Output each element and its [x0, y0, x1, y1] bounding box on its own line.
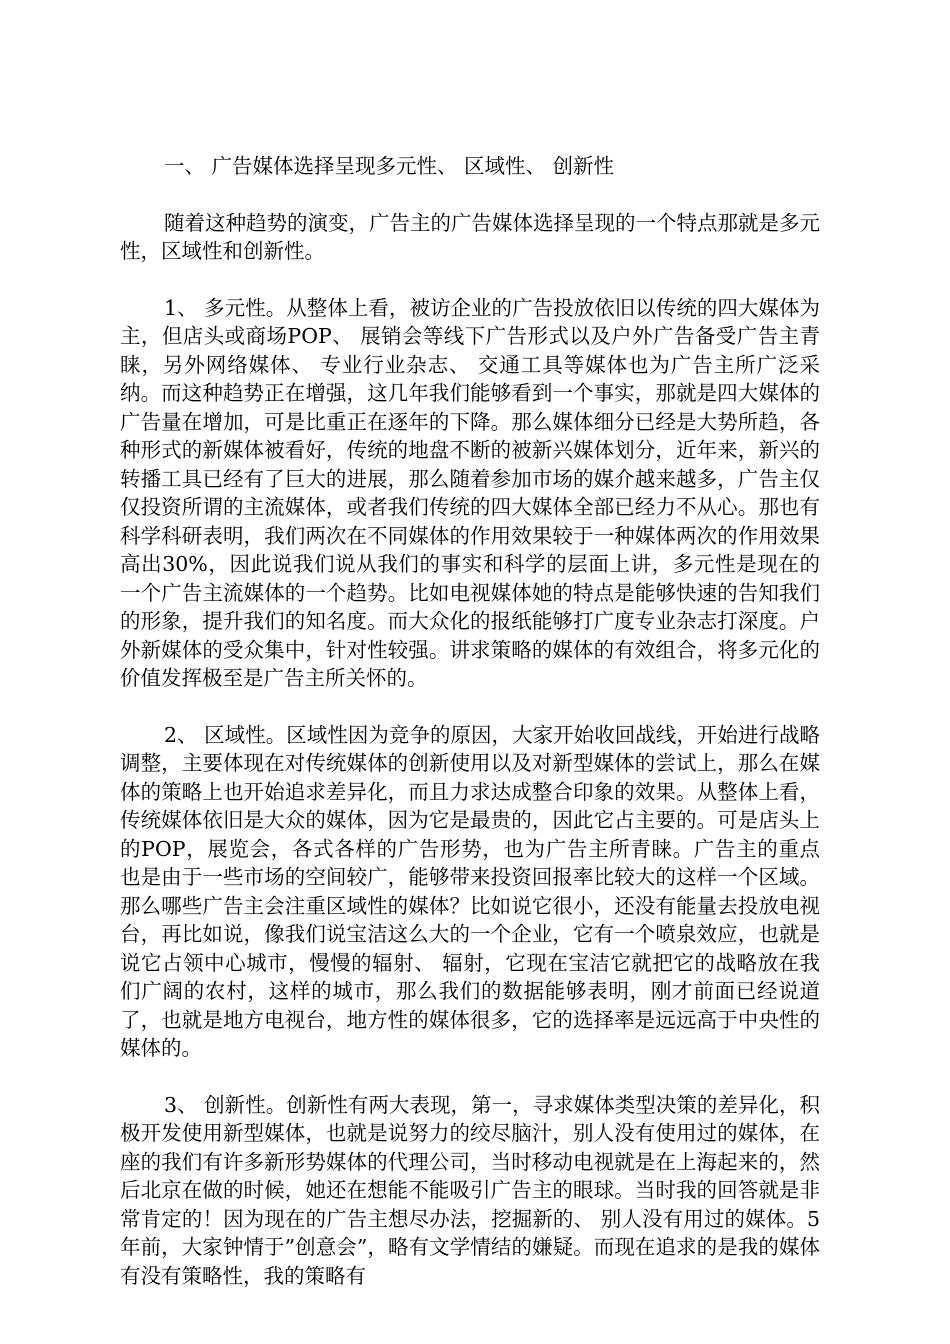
paragraph-regional: 2、 区域性。区域性因为竞争的原因，大家开始收回战线，开始进行战略调整，主要体现在对传统媒体的创新使用以及对新型媒体的尝试上，那么在媒体的策略上也开始追求差异化，而且力求达成整合印象的效果。从整体上看，传统媒体依旧是大众的媒体，因为它是最贵的，因此它占主要的。可是店头上的POP，展览会，各式各样的广告形势，也为广告主所青睐。广告主的重点也是由于一些市场的空间较广，能够带来投资回报率比较大的这样一个区域。那么哪些广告主会注重区域性的媒体？比如说它很小，还没有能量去投放电视台，再比如说，像我们说宝洁这么大的一个企业，它有一个喷泉效应，也就是说它占领中心城市，慢慢的辐射、 辐射，它现在宝洁它就把它的战略放在我们广阔的农村，这样的城市，那么我们的数据能够表明，刚才前面已经说道了，也就是地方电视台，地方性的媒体很多，它的选择率是远远高于中央性的媒体的。 — [120, 722, 820, 1060]
paragraph-intro: 随着这种趋势的演变，广告主的广告媒体选择呈现的一个特点那就是多元性，区域性和创新性。 — [120, 210, 820, 263]
paragraph-innovation: 3、 创新性。创新性有两大表现，第一，寻求媒体类型决策的差异化，积极开发使用新型媒体，也就是说努力的绞尽脑汁，别人没有使用过的媒体，在座的我们有许多新形势媒体的代理公司，当时移动电视就是在上海起来的，然后北京在做的时候，她还在想能不能吸引广告主的眼球。当时我的回答就是非常肯定的！因为现在的广告主想尽办法，挖掘新的、 别人没有用过的媒体。5年前，大家钟情于”创意会”，略有文学情结的嫌疑。而现在追求的是我的媒体有没有策略性，我的策略有 — [120, 1092, 820, 1288]
document-body — [120, 152, 820, 1290]
paragraph-diversity: 1、 多元性。从整体上看，被访企业的广告投放依旧以传统的四大媒体为主，但店头或商场POP、 展销会等线下广告形式以及户外广告备受广告主青睐，另外网络媒体、 专业行业杂志、 交通工具等媒体也为广告主所广泛采纳。而这种趋势正在增强，这几年我们能够看到一个事实，那就是四大媒体的广告量在增加，可是比重正在逐年的下降。那么媒体细分已经是大势所趋，各种形式的新媒体被看好，传统的地盘不断的被新兴媒体划分，近年来，新兴的转播工具已经有了巨大的进展，那么随着参加市场的媒介越来越多，广告主仅仅投资所谓的主流媒体，或者我们传统的四大媒体全部已经力不从心。那也有科学科研表明，我们两次在不同媒体的作用效果较于一种媒体两次的作用效果高出30%，因此说我们说从我们的事实和科学的层面上讲，多元性是现在的一个广告主流媒体的一个趋势。比如电视媒体她的特点是能够快速的告知我们的形象，提升我们的知名度。而大众化的报纸能够打广度专业杂志打深度。户外新媒体的受众集中，针对性较强。讲求策略的媒体的有效组合，将多元化的价值发挥极至是广告主所关怀的。 — [120, 295, 820, 690]
section-heading: 一、 广告媒体选择呈现多元性、 区域性、 创新性 — [164, 154, 615, 178]
